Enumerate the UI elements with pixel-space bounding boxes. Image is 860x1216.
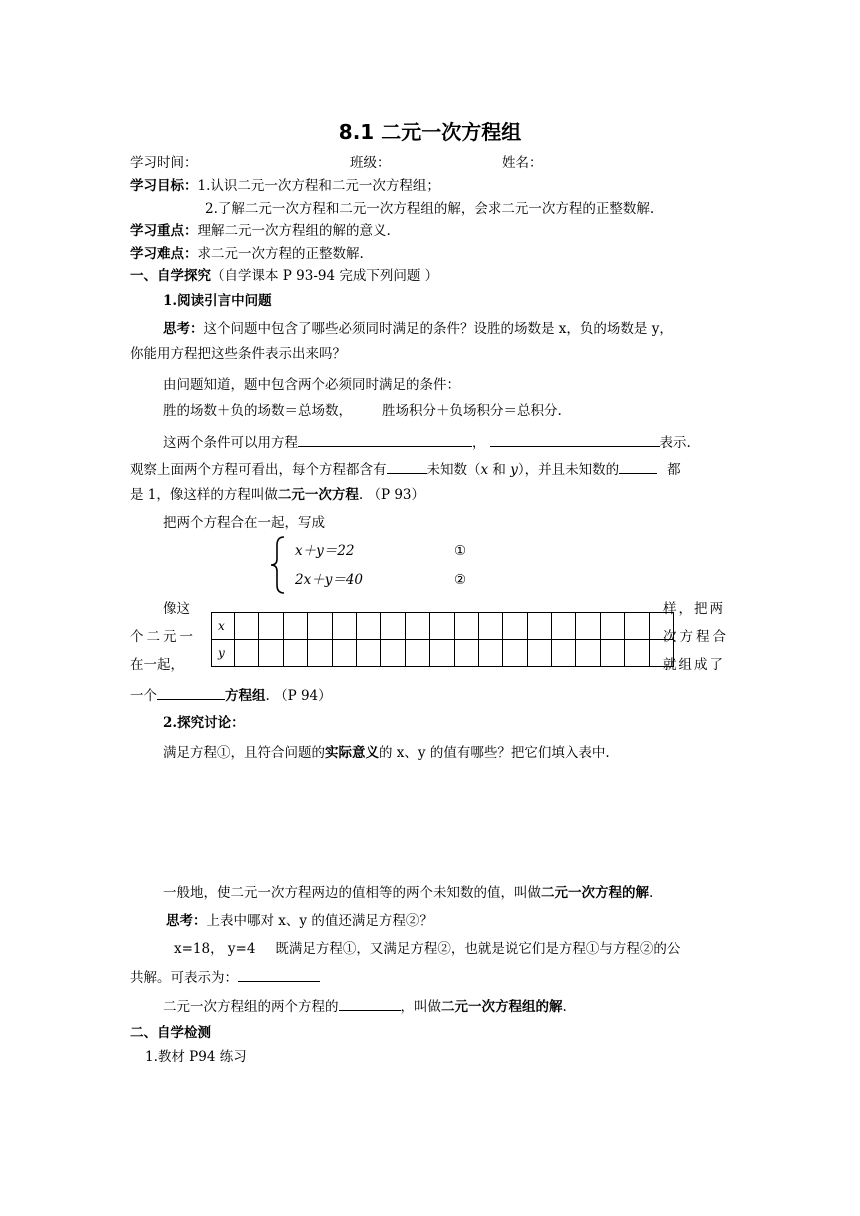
table-row-y <box>212 640 674 667</box>
table-cell[interactable] <box>308 613 332 640</box>
table-row-x <box>212 613 674 640</box>
class-label: 班级： <box>350 155 391 171</box>
table-cell[interactable] <box>283 613 307 640</box>
table-cell[interactable] <box>259 613 283 640</box>
think2-label: 思考： <box>166 913 207 929</box>
term-practical-meaning: 实际意义 <box>325 745 379 761</box>
wrap-left-3: 在一起， <box>130 657 184 673</box>
table-cell[interactable] <box>600 640 624 667</box>
equation-2-mark: ② <box>454 572 467 588</box>
section2-heading: 二、自学检测 <box>130 1025 211 1041</box>
p3-text-b: ， <box>472 435 486 451</box>
goals-line2: 2.了解二元一次方程和二元一次方程组的解，会求二元一次方程的正整数解. <box>205 201 655 217</box>
wrap-right-2: 次方程合 <box>663 629 729 645</box>
var-x: x <box>480 462 489 478</box>
think-text: 这个问题中包含了哪些必须同时满足的条件？设胜的场数是 x，负的场数是 y， <box>203 321 673 337</box>
difficulty-text: 求二元一次方程的正整数解. <box>197 246 364 262</box>
p5-text-c: . （P 93） <box>358 487 426 503</box>
key-label: 学习重点： <box>130 223 198 239</box>
p7-text-a: 一个 <box>130 688 157 704</box>
sub-heading-1: 1.阅读引言中问题 <box>163 293 272 309</box>
goals-label: 学习目标： <box>130 178 198 194</box>
table-cell[interactable] <box>625 640 649 667</box>
condition-1: 胜的场数＋负的场数＝总场数， <box>163 403 352 419</box>
difficulty-row <box>130 245 364 263</box>
table-cell[interactable] <box>381 640 405 667</box>
table-cell[interactable] <box>552 640 576 667</box>
table-cell[interactable] <box>405 640 429 667</box>
think-row <box>163 320 673 338</box>
table-cell[interactable] <box>625 613 649 640</box>
paragraph-12 <box>163 996 567 1016</box>
table-cell[interactable] <box>356 613 380 640</box>
table-cell[interactable] <box>454 640 478 667</box>
table-cell[interactable] <box>308 640 332 667</box>
key-text: 理解二元一次方程组的解的意义. <box>197 223 391 239</box>
think-text-2: 你能用方程把这些条件表示出来吗？ <box>130 346 346 362</box>
page-title: 8.1 二元一次方程组 <box>338 120 522 144</box>
think-label: 思考： <box>163 321 204 337</box>
table-cell[interactable] <box>552 613 576 640</box>
table-cell[interactable] <box>332 640 356 667</box>
term-system-solution: 二元一次方程组的解 <box>441 999 563 1015</box>
table-cell[interactable] <box>576 640 600 667</box>
wrap-right-3: 就组成了 <box>663 657 725 673</box>
p9-text-c: . <box>649 885 654 901</box>
paragraph-1: 由问题知道，题中包含两个必须同时满足的条件： <box>163 377 460 393</box>
paragraph-8 <box>163 744 610 762</box>
table-cell[interactable] <box>430 613 454 640</box>
equation-blank-2[interactable] <box>490 432 660 447</box>
p8-text-a: 满足方程①，且符合问题的 <box>163 745 325 761</box>
paragraph-4 <box>130 459 681 479</box>
table-cell[interactable] <box>600 613 624 640</box>
p4-text-b: 未知数（ <box>426 462 481 478</box>
p7-text-c: . （P 94） <box>265 688 332 704</box>
p12-text-a: 二元一次方程组的两个方程的 <box>163 999 339 1015</box>
section1-heading: 一、自学探究 <box>130 268 211 284</box>
p9-text-a: 一般地，使二元一次方程两边的值相等的两个未知数的值，叫做 <box>163 885 541 901</box>
equation-1-mark: ① <box>454 543 467 559</box>
var-y: y <box>510 462 518 478</box>
equation-blank-1[interactable] <box>298 432 472 447</box>
table-cell[interactable] <box>283 640 307 667</box>
table-cell[interactable] <box>454 613 478 640</box>
term-equation-solution: 二元一次方程的解 <box>541 885 649 901</box>
section1-note: （自学课本 P 93-94 完成下列问题 ） <box>211 268 439 284</box>
think2-row <box>166 912 433 930</box>
equation-2: 2x＋y＝40 <box>295 572 364 588</box>
table-cell[interactable] <box>527 613 551 640</box>
equation-1: x＋y＝22 <box>295 543 355 559</box>
paragraph-6: 把两个方程合在一起，写成 <box>163 515 325 531</box>
name-label: 姓名： <box>502 155 543 171</box>
p4-text-d: 都 <box>667 462 681 478</box>
table-header-y: y <box>212 640 235 667</box>
paragraph-11 <box>130 967 320 987</box>
p8-text-c: 的 x、y 的值有哪些？把它们填入表中. <box>379 745 610 761</box>
goals-row <box>130 177 440 195</box>
table-cell[interactable] <box>527 640 551 667</box>
paragraph-9 <box>163 884 653 902</box>
key-row <box>130 222 391 240</box>
paragraph-7 <box>130 685 332 705</box>
table-header-x: x <box>212 613 235 640</box>
p3-text-a: 这两个条件可以用方程 <box>163 435 298 451</box>
p11-text: 共解。可表示为： <box>130 970 238 986</box>
table-cell[interactable] <box>235 640 259 667</box>
p4-text-c: ），并且未知数的 <box>517 462 620 478</box>
left-brace-icon <box>268 535 288 595</box>
p10-values: x=18， y=4 <box>174 941 256 957</box>
table-cell[interactable] <box>332 613 356 640</box>
wrap-left-1: 像这 <box>163 601 190 617</box>
table-cell[interactable] <box>576 613 600 640</box>
p5-text-a: 是 1，像这样的方程叫做 <box>130 487 278 503</box>
sub-heading-2: 2.探究讨论： <box>163 715 245 731</box>
paragraph-10 <box>174 940 680 958</box>
term-system: 方程组 <box>225 688 266 704</box>
difficulty-label: 学习难点： <box>130 246 198 262</box>
degree-blank[interactable] <box>619 459 657 474</box>
table-cell[interactable] <box>356 640 380 667</box>
time-label: 学习时间： <box>130 155 198 171</box>
p12-text-d: . <box>562 999 567 1015</box>
table-cell[interactable] <box>381 613 405 640</box>
table-cell[interactable] <box>503 640 527 667</box>
common-solution-blank[interactable] <box>339 996 401 1011</box>
system-type-blank[interactable] <box>157 685 225 700</box>
table-cell[interactable] <box>478 613 502 640</box>
representation-blank[interactable] <box>238 967 320 982</box>
wrap-left-2: 个二元一 <box>130 629 196 645</box>
table-cell[interactable] <box>478 640 502 667</box>
condition-2: 胜场积分＋负场积分＝总积分. <box>382 403 562 419</box>
p10-text: 既满足方程①，又满足方程②，也就是说它们是方程①与方程②的公 <box>275 941 681 957</box>
section1-heading-row <box>130 267 438 285</box>
equation-system <box>268 535 508 595</box>
table-cell[interactable] <box>430 640 454 667</box>
table-cell[interactable] <box>503 613 527 640</box>
p4-and: 和 <box>488 462 511 478</box>
table-cell[interactable] <box>235 613 259 640</box>
table-cell[interactable] <box>259 640 283 667</box>
section2-item-1: 1.教材 P94 练习 <box>145 1049 247 1065</box>
unknown-count-blank[interactable] <box>387 459 427 474</box>
table-cell[interactable] <box>649 613 673 640</box>
solution-table <box>211 612 674 667</box>
wrap-right-1: 样，把两 <box>663 601 725 617</box>
table-cell[interactable] <box>405 613 429 640</box>
table-cell[interactable] <box>649 640 673 667</box>
p3-text-c: 表示. <box>659 435 691 451</box>
paragraph-5 <box>130 486 425 504</box>
paragraph-2 <box>163 402 562 420</box>
term-linear-equation: 二元一次方程 <box>277 487 359 503</box>
paragraph-3 <box>163 432 691 452</box>
p12-text-b: ，叫做 <box>400 999 441 1015</box>
p4-text-a: 观察上面两个方程可看出，每个方程都含有 <box>130 462 387 478</box>
think2-text: 上表中哪对 x、y 的值还满足方程②？ <box>206 913 433 929</box>
goals-line1: 1.认识二元一次方程和二元一次方程组； <box>197 178 440 194</box>
